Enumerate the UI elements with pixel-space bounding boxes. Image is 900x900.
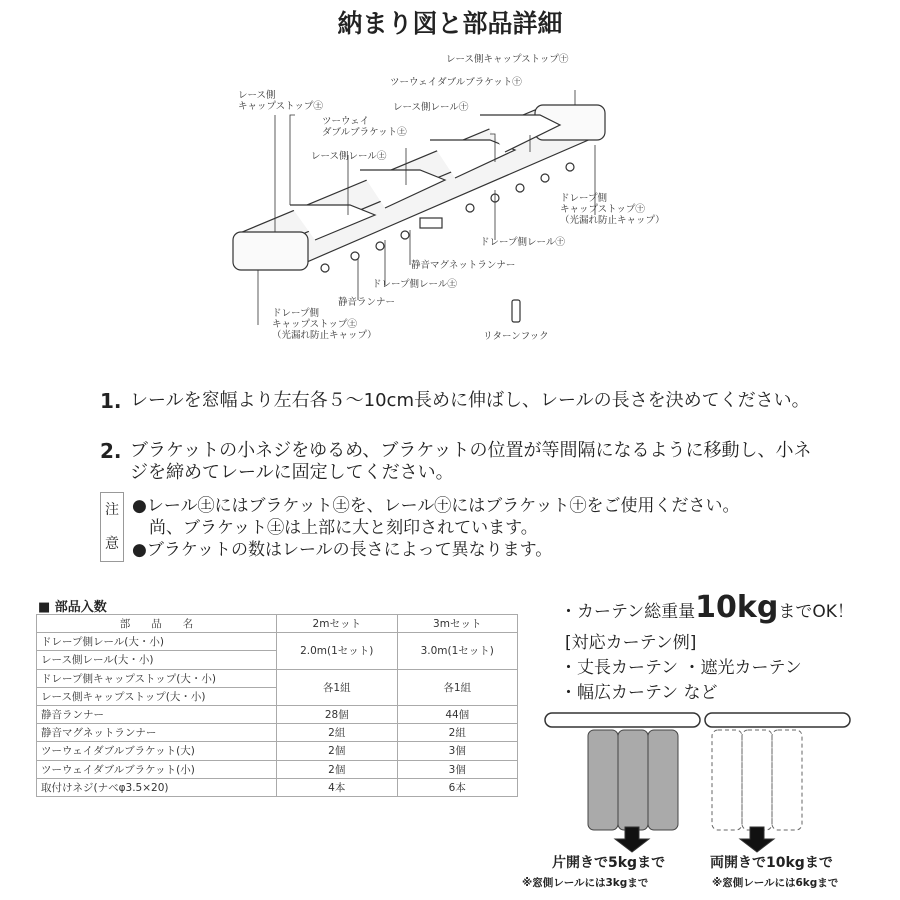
parts-table bbox=[36, 614, 518, 797]
table-row: ツーウェイダブルブラケット(大) 2個 3個 bbox=[37, 742, 518, 760]
table-row: 静音ランナー 28個 44個 bbox=[37, 705, 518, 723]
note-line-2: 尚、ブラケット㊏は上部に大と刻印されています。 bbox=[132, 518, 538, 538]
header-2m: 2mセット bbox=[277, 615, 398, 633]
label-twoway-large: ツーウェイ ダブルブラケット㊏ bbox=[322, 116, 407, 138]
examples-title: [対応カーテン例] bbox=[565, 633, 697, 653]
table-row: 取付けネジ(ナベφ3.5×20) 4本 6本 bbox=[37, 778, 518, 796]
label-twoway-small: ツーウェイダブルブラケット㊉ bbox=[390, 77, 522, 88]
step-2: 2. ブラケットの小ネジをゆるめ、ブラケットの位置が等間隔になるように移動し、小ネジを締めてレールに固定してください。 bbox=[100, 439, 812, 483]
header-3m: 3mセット bbox=[397, 615, 518, 633]
label-drape-rail-small: ドレープ側レール㊉ bbox=[480, 237, 565, 248]
label-drape-cap-small: ドレープ側 キャップストップ㊉ （光漏れ防止キャップ） bbox=[560, 193, 665, 226]
double-open-note: ※窓側レールには6kgまで bbox=[712, 877, 839, 889]
parts-heading: ■ 部品入数 bbox=[38, 600, 107, 615]
example-1: ・丈長カーテン ・遮光カーテン bbox=[560, 658, 802, 678]
caution-label: 注 意 bbox=[100, 492, 124, 562]
label-lace-cap-small: レース側キャップストップ㊉ bbox=[446, 54, 569, 65]
label-drape-rail-large: ドレープ側レール㊏ bbox=[372, 279, 457, 290]
page-title: 納まり図と部品詳細 bbox=[337, 9, 563, 38]
single-open-note: ※窓側レールには3kgまで bbox=[522, 877, 649, 889]
double-open-caption: 両開きで10kgまで bbox=[710, 855, 833, 871]
note-line-3: ●ブラケットの数はレールの長さによって異なります。 bbox=[132, 540, 553, 560]
label-lace-cap-large: レース側 キャップストップ㊏ bbox=[238, 90, 323, 112]
label-return-hook: リターンフック bbox=[483, 331, 549, 342]
label-lace-rail-large: レース側レール㊏ bbox=[311, 151, 387, 162]
label-magnet-runner: 静音マグネットランナー bbox=[411, 260, 516, 271]
weight-limit: ・カーテン総重量10kgまでOK！ bbox=[560, 590, 854, 625]
table-row: ドレープ側キャップストップ(大・小) 各1組 各1組 bbox=[37, 669, 518, 687]
step-1: 1. レールを窓幅より左右各５〜10cm長めに伸ばし、レールの長さを決めてください。 bbox=[100, 389, 810, 413]
example-2: ・幅広カーテン など bbox=[560, 683, 718, 703]
table-row: ツーウェイダブルブラケット(小) 2個 3個 bbox=[37, 760, 518, 778]
note-line-1: ●レール㊏にはブラケット㊏を、レール㊉にはブラケット㊉をご使用ください。 bbox=[132, 496, 740, 516]
label-runner: 静音ランナー bbox=[338, 297, 396, 308]
label-drape-cap-large: ドレープ側 キャップストップ㊏ （光漏れ防止キャップ） bbox=[272, 308, 377, 341]
label-lace-rail-small: レース側レール㊉ bbox=[393, 102, 469, 113]
single-open-caption: 片開きで5kgまで bbox=[552, 855, 666, 871]
table-row: 静音マグネットランナー 2組 2組 bbox=[37, 724, 518, 742]
table-row: レース側レール(大・小) bbox=[37, 651, 518, 669]
header-name: 部 品 名 bbox=[37, 615, 277, 633]
curtain-illustration bbox=[540, 705, 860, 855]
table-row: レース側キャップストップ(大・小) bbox=[37, 687, 518, 705]
table-row: ドレープ側レール(大・小) 2.0m(1セット) 3.0m(1セット) bbox=[37, 633, 518, 651]
